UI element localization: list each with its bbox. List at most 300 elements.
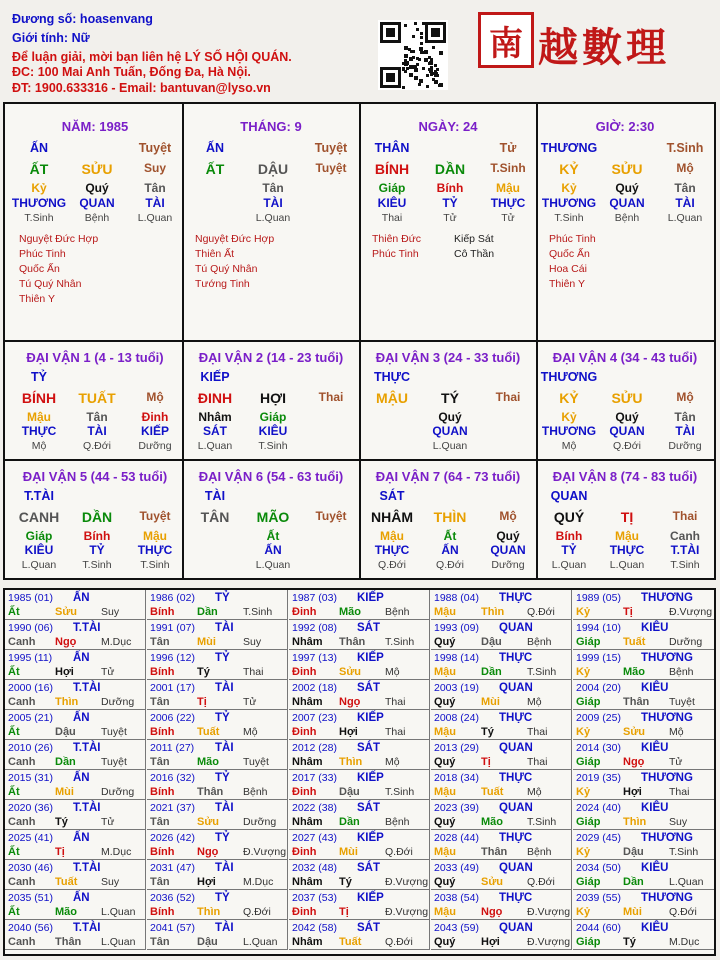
stem-label: Ất <box>8 786 20 798</box>
chart-cell: TÀI <box>675 424 695 438</box>
branch-label: Mão <box>481 816 503 828</box>
year-cell <box>431 710 572 740</box>
branch-label: Tý <box>339 876 352 888</box>
year-label: 2036 (52) <box>150 892 195 904</box>
chart-cell: BÍNH <box>21 390 57 406</box>
dai-van-title: ĐẠI VẬN 1 (4 - 13 tuổi) <box>26 350 164 365</box>
chart-cell: THÂN <box>374 141 410 155</box>
year-label: 1986 (02) <box>150 592 195 604</box>
year-cell <box>147 680 288 710</box>
branch-label: Thân <box>623 696 650 708</box>
year-label: 1996 (12) <box>150 652 195 664</box>
chart-cell: SÁT <box>203 424 227 438</box>
ten-god-label: QUAN <box>499 742 533 754</box>
branch-label: Ngọ <box>197 846 219 858</box>
chart-cell: Tân <box>674 410 696 424</box>
phase-label: Thai <box>669 786 690 798</box>
chart-cell: Tử <box>443 212 457 224</box>
chart-cell: L.Quan <box>609 559 645 571</box>
branch-label: Mùi <box>481 696 500 708</box>
chart-cell: Bính <box>436 181 464 195</box>
branch-label: Dần <box>623 876 644 888</box>
chart-cell: THỰC <box>374 543 410 557</box>
stem-label: Bính <box>150 786 175 798</box>
stem-label: Đinh <box>292 906 317 918</box>
phase-label: Thai <box>243 666 264 678</box>
chart-cell: BÍNH <box>374 161 410 177</box>
chart-cell: SỬU <box>611 161 643 177</box>
stem-label: Canh <box>8 696 36 708</box>
chart-cell: MÃO <box>256 509 290 525</box>
chart-cell: Kỷ <box>561 410 577 424</box>
chart-cell: KIÊU <box>258 424 288 438</box>
stem-label: Kỷ <box>576 726 591 738</box>
ten-god-label: KIÊU <box>641 862 669 874</box>
pillar-2 <box>183 106 359 342</box>
star-list <box>549 232 596 292</box>
year-cell <box>147 650 288 680</box>
branch-label: Tị <box>623 606 633 618</box>
chart-cell: THƯƠNG <box>540 370 598 384</box>
branch-label: Dậu <box>197 936 218 948</box>
year-cell <box>573 860 714 890</box>
year-label: 2020 (36) <box>8 802 53 814</box>
chart-cell: Mộ <box>499 509 517 523</box>
phase-label: Đ.Vượng <box>669 606 713 618</box>
stem-label: Canh <box>8 936 36 948</box>
chart-cell: TỶ <box>31 370 47 384</box>
year-cell <box>289 620 430 650</box>
phase-label: L.Quan <box>669 876 704 888</box>
chart-cell: Nhâm <box>198 410 232 424</box>
chart-cell: THÌN <box>433 509 467 525</box>
year-cell <box>431 800 572 830</box>
year-label: 2027 (43) <box>292 832 337 844</box>
ten-god-label: TỶ <box>215 772 230 784</box>
chart-cell: T.Sinh <box>666 141 704 155</box>
chart-cell: Mộ <box>561 440 577 452</box>
ten-god-label: KIÊU <box>641 742 669 754</box>
year-cell <box>289 830 430 860</box>
year-label: 2005 (21) <box>8 712 53 724</box>
year-label: 2034 (50) <box>576 862 621 874</box>
stem-label: Bính <box>150 666 175 678</box>
chart-cell: Quý <box>615 181 639 195</box>
branch-label: Hợi <box>481 936 500 948</box>
year-label: 2015 (31) <box>8 772 53 784</box>
ten-god-label: QUAN <box>499 682 533 694</box>
chart-cell: Quý <box>615 410 639 424</box>
year-label: 2044 (60) <box>576 922 621 934</box>
chart-cell: Thai <box>672 509 698 523</box>
phase-label: Thai <box>527 726 548 738</box>
year-label: 2024 (40) <box>576 802 621 814</box>
chart-cell: Mậu <box>27 410 51 424</box>
chart-cell: TỊ <box>620 509 634 525</box>
branch-label: Thìn <box>481 606 505 618</box>
ten-god-label: TÀI <box>215 682 234 694</box>
stem-label: Đinh <box>292 666 317 678</box>
chart-cell: TỶ <box>89 543 105 557</box>
ten-god-label: QUAN <box>499 622 533 634</box>
branch-label: Thìn <box>55 696 79 708</box>
ten-god-label: KIẾP <box>357 892 384 904</box>
phase-label: Tử <box>101 816 115 828</box>
qr-code-icon[interactable] <box>378 20 448 90</box>
year-cell <box>5 800 146 830</box>
chart-cell: L.Quan <box>255 212 291 224</box>
branch-label: Tý <box>623 936 636 948</box>
chart-cell: Tử <box>501 212 515 224</box>
chart-cell: Quý <box>496 529 520 543</box>
chart-cell: DẬU <box>257 161 289 177</box>
phase-label: Đ.Vượng <box>385 906 429 918</box>
phase-label: M.Dục <box>101 636 132 648</box>
owner-line: Đương số: hoasenvang <box>12 12 153 26</box>
chart-cell: Giáp <box>378 181 406 195</box>
branch-label: Dần <box>197 606 218 618</box>
stem-label: Bính <box>150 606 175 618</box>
stem-label: Tân <box>150 936 170 948</box>
phase-label: Q.Đới <box>243 906 271 918</box>
year-label: 2023 (39) <box>434 802 479 814</box>
pillar-4 <box>537 106 713 342</box>
year-cell <box>573 740 714 770</box>
gender-line: Giới tính: Nữ <box>12 31 90 45</box>
year-label: 2001 (17) <box>150 682 195 694</box>
chart-cell: Suy <box>143 161 166 175</box>
address-line: ĐC: 100 Mai Anh Tuấn, Đống Đa, Hà Nội. <box>12 65 251 79</box>
phase-label: Dưỡng <box>101 696 135 708</box>
ten-god-label: T.TÀI <box>73 622 101 634</box>
ten-god-label: THƯƠNG <box>641 892 693 904</box>
year-cell <box>5 710 146 740</box>
branch-label: Tị <box>339 906 349 918</box>
branch-label: Sửu <box>339 666 362 678</box>
yearly-table <box>3 588 716 956</box>
chart-cell: KIÊU <box>377 196 407 210</box>
year-cell <box>5 830 146 860</box>
branch-label: Sửu <box>197 816 220 828</box>
year-cell <box>573 590 714 620</box>
year-label: 2009 (25) <box>576 712 621 724</box>
stem-label: Tân <box>150 876 170 888</box>
stem-label: Giáp <box>576 936 601 948</box>
branch-label: Dậu <box>623 846 644 858</box>
branch-label: Dần <box>481 666 502 678</box>
star-item: Phúc Tinh <box>372 248 419 260</box>
year-cell <box>431 770 572 800</box>
star-list <box>195 232 274 292</box>
chart-cell: L.Quan <box>197 440 233 452</box>
stem-label: Mậu <box>434 906 456 918</box>
year-label: 2010 (26) <box>8 742 53 754</box>
year-label: 2037 (53) <box>292 892 337 904</box>
ten-god-label: SÁT <box>357 862 380 874</box>
ten-god-label: T.TÀI <box>73 682 101 694</box>
branch-label: Ngọ <box>481 906 503 918</box>
year-cell <box>431 890 572 920</box>
phase-label: Tuyệt <box>101 726 127 738</box>
phase-label: Q.Đới <box>669 906 697 918</box>
chart-cell: Tân <box>144 181 166 195</box>
branch-label: Mùi <box>55 786 74 798</box>
branch-label: Tị <box>55 846 65 858</box>
ten-god-label: TỶ <box>215 652 230 664</box>
branch-label: Tị <box>481 756 491 768</box>
phase-label: M.Dục <box>669 936 700 948</box>
chart-cell: Q.Đới <box>613 440 641 452</box>
year-label: 2026 (42) <box>150 832 195 844</box>
chart-cell: Tuyệt <box>314 141 348 155</box>
chart-cell: Thai <box>381 212 403 224</box>
stem-label: Giáp <box>576 756 601 768</box>
star-item: Phúc Tinh <box>19 248 66 260</box>
chart-cell: Tân <box>262 181 284 195</box>
year-cell <box>289 770 430 800</box>
ten-god-label: ẤN <box>73 772 90 784</box>
branch-label: Dần <box>55 756 76 768</box>
ten-god-label: THỰC <box>499 592 533 604</box>
chart-cell: KIÊU <box>24 543 54 557</box>
year-label: 1997 (13) <box>292 652 337 664</box>
pillar-title: GIỜ: 2:30 <box>595 119 655 134</box>
year-cell <box>5 680 146 710</box>
year-cell <box>431 590 572 620</box>
phase-label: M.Dục <box>101 846 132 858</box>
chart-cell: Mộ <box>31 440 47 452</box>
phase-label: Mộ <box>385 756 400 768</box>
chart-cell: Mậu <box>615 529 639 543</box>
star-item: Kiếp Sát <box>454 233 494 245</box>
ten-god-label: KIÊU <box>641 802 669 814</box>
chart-cell: TÀI <box>675 196 695 210</box>
branch-label: Thìn <box>339 756 363 768</box>
chart-cell: Bệnh <box>614 212 640 224</box>
phase-label: Mộ <box>385 666 400 678</box>
chart-cell: THỰC <box>137 543 173 557</box>
ten-god-label: THƯƠNG <box>641 772 693 784</box>
dai-van-title: ĐẠI VẬN 5 (44 - 53 tuổi) <box>22 469 168 484</box>
chart-cell: QUAN <box>609 424 645 438</box>
ten-god-label: THỰC <box>499 832 533 844</box>
phase-label: Dưỡng <box>101 786 135 798</box>
ten-god-label: ẤN <box>73 712 90 724</box>
chart-cell: TUẤT <box>78 390 116 406</box>
stem-label: Kỷ <box>576 846 591 858</box>
phase-label: T.Sinh <box>527 666 557 678</box>
stem-label: Mậu <box>434 786 456 798</box>
chart-cell: KIẾP <box>140 424 169 438</box>
year-cell <box>289 800 430 830</box>
year-label: 2043 (59) <box>434 922 479 934</box>
dai-van-title: ĐẠI VẬN 6 (54 - 63 tuổi) <box>198 469 344 484</box>
chart-cell: THƯƠNG <box>11 196 67 210</box>
year-cell <box>5 890 146 920</box>
year-label: 2019 (35) <box>576 772 621 784</box>
chart-cell: L.Quan <box>432 440 468 452</box>
phase-label: Q.Đới <box>527 606 555 618</box>
ten-god-label: KIẾP <box>357 592 384 604</box>
dai-van-4 <box>537 342 713 458</box>
stem-label: Kỷ <box>576 606 591 618</box>
chart-cell: ẤT <box>29 161 49 177</box>
chart-cell: Ất <box>443 529 457 543</box>
chart-cell: QUAN <box>490 543 526 557</box>
phase-label: Q.Đới <box>385 846 413 858</box>
year-cell <box>289 590 430 620</box>
chart-cell: T.TÀI <box>670 543 700 557</box>
branch-label: Tị <box>197 696 207 708</box>
year-label: 1989 (05) <box>576 592 621 604</box>
phone-email-line: ĐT: 1900.633316 - Email: bantuvan@lyso.vn <box>12 81 271 95</box>
branch-label: Thân <box>339 636 366 648</box>
year-label: 1991 (07) <box>150 622 195 634</box>
stem-label: Ất <box>8 906 20 918</box>
chart-cell: Quý <box>438 410 462 424</box>
chart-cell: QUAN <box>609 196 645 210</box>
ten-god-label: SÁT <box>357 742 380 754</box>
branch-label: Tuất <box>197 726 220 738</box>
year-cell <box>431 830 572 860</box>
branch-label: Sửu <box>623 726 646 738</box>
stem-label: Kỷ <box>576 666 591 678</box>
star-item: Tú Quý Nhân <box>195 263 258 275</box>
chart-cell: Canh <box>670 529 700 543</box>
year-cell <box>573 890 714 920</box>
year-cell <box>431 740 572 770</box>
phase-label: T.Sinh <box>527 816 557 828</box>
chart-board <box>3 102 716 580</box>
star-item: Thiên Đức <box>372 233 422 245</box>
branch-label: Mão <box>197 756 219 768</box>
dai-van-title: ĐẠI VẬN 7 (64 - 73 tuổi) <box>375 469 521 484</box>
stem-label: Nhâm <box>292 756 323 768</box>
dai-van-3 <box>360 342 536 458</box>
year-label: 1993 (09) <box>434 622 479 634</box>
ten-god-label: THỰC <box>499 712 533 724</box>
phase-label: Q.Đới <box>527 876 555 888</box>
ten-god-label: THỰC <box>499 652 533 664</box>
year-label: 2022 (38) <box>292 802 337 814</box>
chart-cell: THƯƠNG <box>541 196 597 210</box>
ten-god-label: TỶ <box>215 592 230 604</box>
branch-label: Mùi <box>197 636 216 648</box>
phase-label: Suy <box>669 816 688 828</box>
chart-cell: T.Sinh <box>140 559 170 571</box>
phase-label: M.Dục <box>243 876 274 888</box>
stem-label: Đinh <box>292 606 317 618</box>
year-label: 2012 (28) <box>292 742 337 754</box>
chart-cell: T.Sinh <box>490 161 526 175</box>
chart-cell: L.Quan <box>551 559 587 571</box>
year-cell <box>5 770 146 800</box>
year-cell <box>289 710 430 740</box>
phase-label: L.Quan <box>101 936 136 948</box>
chart-cell: Q.Đới <box>378 559 406 571</box>
ten-god-label: TỶ <box>215 712 230 724</box>
star-item: Hoa Cái <box>549 263 587 275</box>
year-cell <box>289 650 430 680</box>
chart-cell: MẬU <box>376 390 408 406</box>
dai-van-title: ĐẠI VẬN 4 (34 - 43 tuổi) <box>552 350 698 365</box>
phase-label: Mộ <box>243 726 258 738</box>
year-cell <box>431 650 572 680</box>
phase-label: L.Quan <box>101 906 136 918</box>
ten-god-label: KIẾP <box>357 712 384 724</box>
chart-cell: THỰC <box>21 424 57 438</box>
chart-cell: L.Quan <box>255 559 291 571</box>
chart-cell: ẤT <box>205 161 225 177</box>
year-label: 1995 (11) <box>8 652 53 664</box>
ten-god-label: SÁT <box>357 622 380 634</box>
chart-cell: Tuyệt <box>315 161 347 175</box>
pillar-title: THÁNG: 9 <box>240 119 302 134</box>
chart-cell: L.Quan <box>137 212 173 224</box>
year-label: 2016 (32) <box>150 772 195 784</box>
stem-label: Canh <box>8 636 36 648</box>
stem-label: Canh <box>8 816 36 828</box>
ten-god-label: THƯƠNG <box>641 652 693 664</box>
ten-god-label: KIẾP <box>357 772 384 784</box>
stem-label: Ất <box>8 666 20 678</box>
star-item: Quốc Ấn <box>549 248 590 260</box>
year-label: 1992 (08) <box>292 622 337 634</box>
stem-label: Bính <box>150 726 175 738</box>
ten-god-label: T.TÀI <box>73 922 101 934</box>
year-label: 2029 (45) <box>576 832 621 844</box>
year-cell <box>5 740 146 770</box>
phase-label: Q.Đới <box>385 936 413 948</box>
phase-label: Đ.Vượng <box>385 876 429 888</box>
chart-cell: THƯƠNG <box>541 424 597 438</box>
year-cell <box>289 890 430 920</box>
phase-label: Bệnh <box>527 636 552 648</box>
stem-label: Ất <box>8 846 20 858</box>
star-item: Tú Quý Nhân <box>19 278 82 290</box>
year-label: 2033 (49) <box>434 862 479 874</box>
year-cell <box>573 680 714 710</box>
branch-label: Thìn <box>197 906 221 918</box>
stem-label: Kỷ <box>576 906 591 918</box>
year-label: 2014 (30) <box>576 742 621 754</box>
star-item: Nguyệt Đức Hợp <box>195 233 275 245</box>
ten-god-label: TÀI <box>215 802 234 814</box>
phase-label: Tử <box>243 696 257 708</box>
stem-label: Bính <box>150 846 175 858</box>
year-label: 2004 (20) <box>576 682 621 694</box>
phase-label: Suy <box>101 876 120 888</box>
branch-label: Ngọ <box>339 696 361 708</box>
branch-label: Dậu <box>481 636 502 648</box>
ten-god-label: T.TÀI <box>73 862 101 874</box>
branch-label: Hợi <box>55 666 74 678</box>
chart-cell: Giáp <box>25 529 53 543</box>
phase-label: Mộ <box>527 696 542 708</box>
year-label: 2042 (58) <box>292 922 337 934</box>
phase-label: Tuyệt <box>243 756 269 768</box>
branch-label: Thân <box>55 936 82 948</box>
chart-cell: Mộ <box>146 390 164 404</box>
star-list <box>19 232 98 307</box>
stem-label: Giáp <box>576 636 601 648</box>
phase-label: Tuyệt <box>101 756 127 768</box>
year-label: 2040 (56) <box>8 922 53 934</box>
chart-cell: ĐINH <box>197 390 233 406</box>
pillar-title: NGÀY: 24 <box>418 119 478 134</box>
year-label: 1985 (01) <box>8 592 53 604</box>
chart-cell: SỬU <box>81 161 113 177</box>
